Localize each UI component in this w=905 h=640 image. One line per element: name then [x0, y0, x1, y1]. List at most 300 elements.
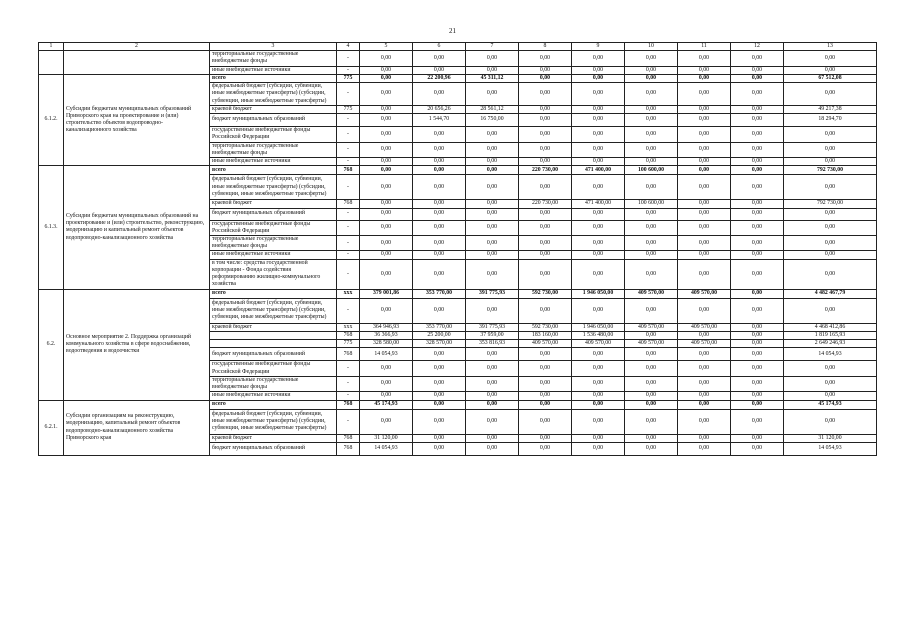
admin-code: - — [337, 208, 360, 220]
funding-source: иные внебюджетные источники — [210, 251, 337, 259]
year-value: 0,00 — [678, 208, 731, 220]
year-value: 0,00 — [678, 434, 731, 442]
total-value: 18 294,70 — [784, 114, 877, 127]
year-value: 16 750,00 — [466, 114, 519, 127]
year-value: 0,00 — [731, 376, 784, 391]
year-value: 0,00 — [625, 376, 678, 391]
year-value: 0,00 — [466, 298, 519, 323]
year-value: 0,00 — [731, 158, 784, 166]
total-value: 45 174,93 — [784, 400, 877, 409]
year-value: 0,00 — [413, 51, 466, 66]
year-value: 353 770,00 — [413, 323, 466, 331]
year-value: 0,00 — [360, 166, 413, 175]
year-value: 0,00 — [678, 127, 731, 142]
year-value: 37 959,00 — [466, 331, 519, 339]
year-value: 0,00 — [360, 105, 413, 113]
year-value: 592 730,00 — [519, 289, 572, 298]
admin-code: 768 — [337, 442, 360, 455]
year-value: 328 570,00 — [413, 340, 466, 348]
year-value: 20 656,26 — [413, 105, 466, 113]
total-value: 0,00 — [784, 208, 877, 220]
table-body — [39, 51, 877, 456]
year-value: 0,00 — [678, 251, 731, 259]
funding-source: государственные внебюджетные фонды Российской Федерации — [210, 361, 337, 376]
year-value: 0,00 — [678, 400, 731, 409]
year-value: 409 570,00 — [519, 340, 572, 348]
year-value: 0,00 — [625, 259, 678, 289]
year-value: 328 580,00 — [360, 340, 413, 348]
year-value: 0,00 — [519, 409, 572, 434]
funding-source: федеральный бюджет (субсидии, субвенции, иные межбюджетные трансферты) (субсидии, субвенции, иные межбюджетные трансферты) — [210, 175, 337, 200]
year-value: 0,00 — [572, 220, 625, 235]
year-value: 0,00 — [731, 348, 784, 361]
year-value: 0,00 — [731, 323, 784, 331]
admin-code: ххх — [337, 323, 360, 331]
year-value: 0,00 — [625, 158, 678, 166]
year-value: 0,00 — [466, 142, 519, 157]
year-value: 0,00 — [731, 114, 784, 127]
year-value: 0,00 — [625, 142, 678, 157]
year-value: 0,00 — [731, 298, 784, 323]
year-value: 409 570,00 — [625, 323, 678, 331]
year-value: 0,00 — [731, 200, 784, 208]
year-value: 0,00 — [413, 142, 466, 157]
year-value: 0,00 — [678, 376, 731, 391]
year-value: 0,00 — [731, 289, 784, 298]
year-value: 353 816,93 — [466, 340, 519, 348]
admin-code: - — [337, 361, 360, 376]
total-value: 31 120,00 — [784, 434, 877, 442]
year-value: 0,00 — [678, 235, 731, 250]
admin-code: 768 — [337, 200, 360, 208]
year-value: 0,00 — [413, 259, 466, 289]
year-value: 0,00 — [466, 251, 519, 259]
year-value: 0,00 — [413, 66, 466, 74]
total-value: 14 054,93 — [784, 442, 877, 455]
year-value: 0,00 — [360, 158, 413, 166]
year-value: 0,00 — [466, 235, 519, 250]
year-value: 0,00 — [413, 158, 466, 166]
year-value: 0,00 — [466, 259, 519, 289]
year-value: 0,00 — [731, 142, 784, 157]
year-value: 0,00 — [360, 220, 413, 235]
year-value: 0,00 — [625, 409, 678, 434]
year-value: 0,00 — [519, 208, 572, 220]
year-value: 220 730,00 — [519, 200, 572, 208]
year-value: 0,00 — [519, 235, 572, 250]
year-value: 471 400,00 — [572, 200, 625, 208]
year-value: 409 570,00 — [572, 340, 625, 348]
year-value: 0,00 — [678, 105, 731, 113]
total-value: 1 819 165,93 — [784, 331, 877, 339]
year-value: 471 400,00 — [572, 166, 625, 175]
year-value: 353 770,00 — [413, 289, 466, 298]
year-value: 0,00 — [519, 114, 572, 127]
year-value: 0,00 — [360, 127, 413, 142]
admin-code: - — [337, 298, 360, 323]
admin-code: - — [337, 392, 360, 400]
year-value: 0,00 — [625, 348, 678, 361]
header-cell: 4 — [337, 43, 360, 51]
year-value: 0,00 — [519, 127, 572, 142]
item-number: 6.1.2. — [39, 74, 64, 165]
year-value: 0,00 — [625, 251, 678, 259]
total-value: 14 054,93 — [784, 348, 877, 361]
year-value: 1 946 050,00 — [572, 289, 625, 298]
budget-table — [38, 42, 877, 456]
year-value: 0,00 — [678, 220, 731, 235]
total-value: 0,00 — [784, 409, 877, 434]
funding-source — [210, 340, 337, 348]
total-value: 4 482 467,79 — [784, 289, 877, 298]
year-value: 0,00 — [413, 200, 466, 208]
year-value: 364 946,93 — [360, 323, 413, 331]
year-value: 409 570,00 — [625, 340, 678, 348]
year-value: 0,00 — [572, 83, 625, 106]
year-value: 0,00 — [572, 348, 625, 361]
year-value: 0,00 — [678, 142, 731, 157]
year-value: 0,00 — [678, 348, 731, 361]
year-value: 0,00 — [625, 220, 678, 235]
year-value: 0,00 — [466, 376, 519, 391]
year-value: 45 174,93 — [360, 400, 413, 409]
admin-code: - — [337, 175, 360, 200]
year-value: 0,00 — [731, 83, 784, 106]
admin-code: - — [337, 142, 360, 157]
total-value: 2 649 246,93 — [784, 340, 877, 348]
year-value: 25 200,00 — [413, 331, 466, 339]
year-value: 220 730,00 — [519, 166, 572, 175]
admin-code: 775 — [337, 340, 360, 348]
year-value: 0,00 — [413, 208, 466, 220]
year-value: 0,00 — [572, 74, 625, 82]
year-value: 0,00 — [731, 409, 784, 434]
funding-source: федеральный бюджет (субсидии, субвенции, иные межбюджетные трансферты) (субсидии, субвенции, иные межбюджетные трансферты) — [210, 409, 337, 434]
funding-source: краевой бюджет — [210, 200, 337, 208]
year-value: 409 570,00 — [678, 289, 731, 298]
year-value: 0,00 — [572, 142, 625, 157]
year-value: 0,00 — [413, 251, 466, 259]
year-value: 14 054,93 — [360, 348, 413, 361]
year-value: 0,00 — [625, 392, 678, 400]
year-value: 0,00 — [413, 434, 466, 442]
year-value: 31 120,00 — [360, 434, 413, 442]
year-value: 0,00 — [519, 158, 572, 166]
year-value: 0,00 — [731, 127, 784, 142]
year-value: 183 160,00 — [519, 331, 572, 339]
year-value: 0,00 — [731, 51, 784, 66]
year-value: 0,00 — [625, 434, 678, 442]
total-value: 0,00 — [784, 83, 877, 106]
year-value: 0,00 — [731, 400, 784, 409]
funding-source: краевой бюджет — [210, 105, 337, 113]
funding-source: государственные внебюджетные фонды Российской Федерации — [210, 127, 337, 142]
year-value: 0,00 — [572, 259, 625, 289]
year-value: 0,00 — [519, 175, 572, 200]
header-cell: 6 — [413, 43, 466, 51]
year-value: 0,00 — [678, 331, 731, 339]
year-value: 0,00 — [466, 200, 519, 208]
admin-code: - — [337, 220, 360, 235]
total-value: 0,00 — [784, 361, 877, 376]
year-value: 0,00 — [413, 361, 466, 376]
year-value: 0,00 — [572, 66, 625, 74]
year-value: 0,00 — [678, 200, 731, 208]
admin-code: ххх — [337, 289, 360, 298]
year-value: 0,00 — [625, 175, 678, 200]
item-name: Субсидии бюджетам муниципальных образований на проектирование и (или) строительство, реконструкцию, модернизацию и капитальный ремонт объектов водопроводно-канализационного хозяйства — [64, 166, 210, 289]
year-value: 0,00 — [625, 361, 678, 376]
funding-source — [210, 331, 337, 339]
year-value: 1 544,70 — [413, 114, 466, 127]
year-value: 0,00 — [731, 235, 784, 250]
year-value: 0,00 — [360, 74, 413, 82]
admin-code: 775 — [337, 74, 360, 82]
year-value: 0,00 — [413, 376, 466, 391]
funding-source: всего — [210, 400, 337, 409]
year-value: 0,00 — [572, 400, 625, 409]
year-value: 0,00 — [519, 392, 572, 400]
admin-code: - — [337, 83, 360, 106]
header-cell: 3 — [210, 43, 337, 51]
item-number: 6.2. — [39, 289, 64, 400]
funding-source: бюджет муниципальных образований — [210, 208, 337, 220]
year-value: 0,00 — [572, 175, 625, 200]
admin-code: 768 — [337, 434, 360, 442]
year-value: 100 600,00 — [625, 200, 678, 208]
table-row — [39, 400, 877, 409]
header-cell: 13 — [784, 43, 877, 51]
admin-code: - — [337, 114, 360, 127]
year-value: 0,00 — [678, 175, 731, 200]
year-value: 0,00 — [678, 74, 731, 82]
year-value: 0,00 — [678, 409, 731, 434]
year-value: 0,00 — [360, 298, 413, 323]
table-row — [39, 51, 877, 66]
year-value: 0,00 — [360, 175, 413, 200]
year-value: 0,00 — [413, 166, 466, 175]
header-cell: 2 — [64, 43, 210, 51]
year-value: 0,00 — [519, 251, 572, 259]
year-value: 0,00 — [519, 105, 572, 113]
funding-source: в том числе: средства государственной корпорации - Фонда содействия реформированию жилищно-коммунального хозяйства — [210, 259, 337, 289]
funding-source: всего — [210, 74, 337, 82]
total-value: 0,00 — [784, 51, 877, 66]
year-value: 0,00 — [731, 331, 784, 339]
item-name: Субсидии бюджетам муниципальных образований Приморского края на проектирование и (или) строительство объектов водопроводно-канализационного хозяйства — [64, 74, 210, 165]
year-value: 0,00 — [731, 259, 784, 289]
year-value: 14 054,93 — [360, 442, 413, 455]
total-value: 0,00 — [784, 251, 877, 259]
year-value: 0,00 — [360, 259, 413, 289]
total-value: 0,00 — [784, 142, 877, 157]
year-value: 592 730,00 — [519, 323, 572, 331]
year-value: 0,00 — [466, 83, 519, 106]
year-value: 391 775,93 — [466, 289, 519, 298]
year-value: 0,00 — [625, 400, 678, 409]
year-value: 0,00 — [519, 220, 572, 235]
year-value: 0,00 — [731, 434, 784, 442]
year-value: 0,00 — [360, 200, 413, 208]
year-value: 0,00 — [625, 114, 678, 127]
year-value: 0,00 — [466, 409, 519, 434]
total-value: 792 730,00 — [784, 166, 877, 175]
year-value: 0,00 — [572, 51, 625, 66]
year-value: 0,00 — [519, 400, 572, 409]
admin-code: - — [337, 235, 360, 250]
year-value: 0,00 — [731, 208, 784, 220]
year-value: 0,00 — [731, 392, 784, 400]
year-value: 0,00 — [678, 166, 731, 175]
total-value: 0,00 — [784, 298, 877, 323]
funding-source: краевой бюджет — [210, 323, 337, 331]
admin-code: 775 — [337, 105, 360, 113]
admin-code: - — [337, 376, 360, 391]
year-value: 0,00 — [572, 298, 625, 323]
admin-code: 768 — [337, 400, 360, 409]
total-value: 0,00 — [784, 392, 877, 400]
total-value: 0,00 — [784, 235, 877, 250]
year-value: 0,00 — [572, 158, 625, 166]
year-value: 0,00 — [572, 208, 625, 220]
year-value: 0,00 — [360, 361, 413, 376]
year-value: 0,00 — [360, 392, 413, 400]
year-value: 0,00 — [466, 208, 519, 220]
year-value: 0,00 — [360, 83, 413, 106]
item-number — [39, 51, 64, 75]
total-value: 49 217,38 — [784, 105, 877, 113]
admin-code: - — [337, 51, 360, 66]
year-value: 0,00 — [678, 66, 731, 74]
year-value: 0,00 — [572, 235, 625, 250]
year-value: 0,00 — [413, 235, 466, 250]
admin-code: - — [337, 259, 360, 289]
year-value: 0,00 — [413, 127, 466, 142]
year-value: 0,00 — [466, 220, 519, 235]
year-value: 0,00 — [413, 400, 466, 409]
year-value: 0,00 — [466, 166, 519, 175]
year-value: 28 561,12 — [466, 105, 519, 113]
year-value: 0,00 — [466, 175, 519, 200]
header-cell: 8 — [519, 43, 572, 51]
funding-source: иные внебюджетные источники — [210, 66, 337, 74]
year-value: 0,00 — [572, 114, 625, 127]
year-value: 0,00 — [731, 220, 784, 235]
year-value: 0,00 — [466, 392, 519, 400]
year-value: 0,00 — [466, 442, 519, 455]
table-row — [39, 289, 877, 298]
funding-source: федеральный бюджет (субсидии, субвенции, иные межбюджетные трансферты) (субсидии, субвенции, иные межбюджетные трансферты) — [210, 298, 337, 323]
year-value: 0,00 — [731, 166, 784, 175]
year-value: 0,00 — [731, 66, 784, 74]
header-cell: 5 — [360, 43, 413, 51]
funding-source: бюджет муниципальных образований — [210, 442, 337, 455]
year-value: 0,00 — [466, 66, 519, 74]
item-name — [64, 51, 210, 75]
year-value: 0,00 — [678, 298, 731, 323]
total-value: 0,00 — [784, 259, 877, 289]
funding-source: государственные внебюджетные фонды Российской Федерации — [210, 220, 337, 235]
year-value: 0,00 — [466, 361, 519, 376]
year-value: 45 311,12 — [466, 74, 519, 82]
year-value: 0,00 — [572, 442, 625, 455]
year-value: 0,00 — [519, 66, 572, 74]
funding-source: всего — [210, 289, 337, 298]
year-value: 0,00 — [413, 442, 466, 455]
year-value: 0,00 — [413, 175, 466, 200]
year-value: 0,00 — [572, 376, 625, 391]
year-value: 0,00 — [466, 434, 519, 442]
year-value: 0,00 — [625, 66, 678, 74]
year-value: 0,00 — [519, 361, 572, 376]
year-value: 36 366,93 — [360, 331, 413, 339]
year-value: 0,00 — [731, 361, 784, 376]
year-value: 0,00 — [625, 74, 678, 82]
year-value: 409 570,00 — [625, 289, 678, 298]
year-value: 0,00 — [625, 83, 678, 106]
year-value: 0,00 — [678, 158, 731, 166]
year-value: 0,00 — [625, 331, 678, 339]
year-value: 409 570,00 — [678, 340, 731, 348]
year-value: 0,00 — [360, 142, 413, 157]
year-value: 0,00 — [360, 376, 413, 391]
year-value: 0,00 — [625, 442, 678, 455]
year-value: 0,00 — [572, 409, 625, 434]
year-value: 0,00 — [572, 392, 625, 400]
year-value: 0,00 — [572, 127, 625, 142]
item-name: Основное мероприятие 2. Поддержка организаций коммунального хозяйства в сфере водоснабжения, водоотведения и водоочистки — [64, 289, 210, 400]
item-name: Субсидии организациям на реконструкцию, модернизацию, капитальный ремонт объектов водопроводно-канализационного хозяйства Приморского края — [64, 400, 210, 455]
year-value: 0,00 — [360, 251, 413, 259]
year-value: 0,00 — [678, 361, 731, 376]
total-value: 67 512,08 — [784, 74, 877, 82]
year-value: 1 536 480,00 — [572, 331, 625, 339]
total-value: 0,00 — [784, 127, 877, 142]
admin-code: - — [337, 127, 360, 142]
admin-code: 768 — [337, 166, 360, 175]
year-value: 0,00 — [413, 392, 466, 400]
year-value: 0,00 — [413, 348, 466, 361]
year-value: 0,00 — [519, 376, 572, 391]
funding-source: федеральный бюджет (субсидии, субвенции, иные межбюджетные трансферты) (субсидии, субвенции, иные межбюджетные трансферты) — [210, 83, 337, 106]
admin-code: 768 — [337, 331, 360, 339]
year-value: 409 570,00 — [678, 323, 731, 331]
funding-source: территориальные государственные внебюджетные фонды — [210, 51, 337, 66]
page-number: 21 — [449, 27, 456, 35]
admin-code: 768 — [337, 348, 360, 361]
year-value: 0,00 — [731, 442, 784, 455]
year-value: 0,00 — [466, 400, 519, 409]
admin-code: - — [337, 66, 360, 74]
year-value: 0,00 — [572, 105, 625, 113]
year-value: 0,00 — [360, 235, 413, 250]
year-value: 0,00 — [572, 251, 625, 259]
year-value: 0,00 — [731, 175, 784, 200]
year-value: 0,00 — [678, 114, 731, 127]
funding-source: территориальные государственные внебюджетные фонды — [210, 142, 337, 157]
year-value: 0,00 — [625, 127, 678, 142]
admin-code: - — [337, 409, 360, 434]
funding-source: территориальные государственные внебюджетные фонды — [210, 376, 337, 391]
total-value: 0,00 — [784, 175, 877, 200]
year-value: 0,00 — [519, 442, 572, 455]
year-value: 0,00 — [519, 142, 572, 157]
year-value: 0,00 — [466, 348, 519, 361]
year-value: 0,00 — [678, 259, 731, 289]
item-number: 6.2.1. — [39, 400, 64, 455]
year-value: 0,00 — [360, 51, 413, 66]
year-value: 0,00 — [678, 83, 731, 106]
